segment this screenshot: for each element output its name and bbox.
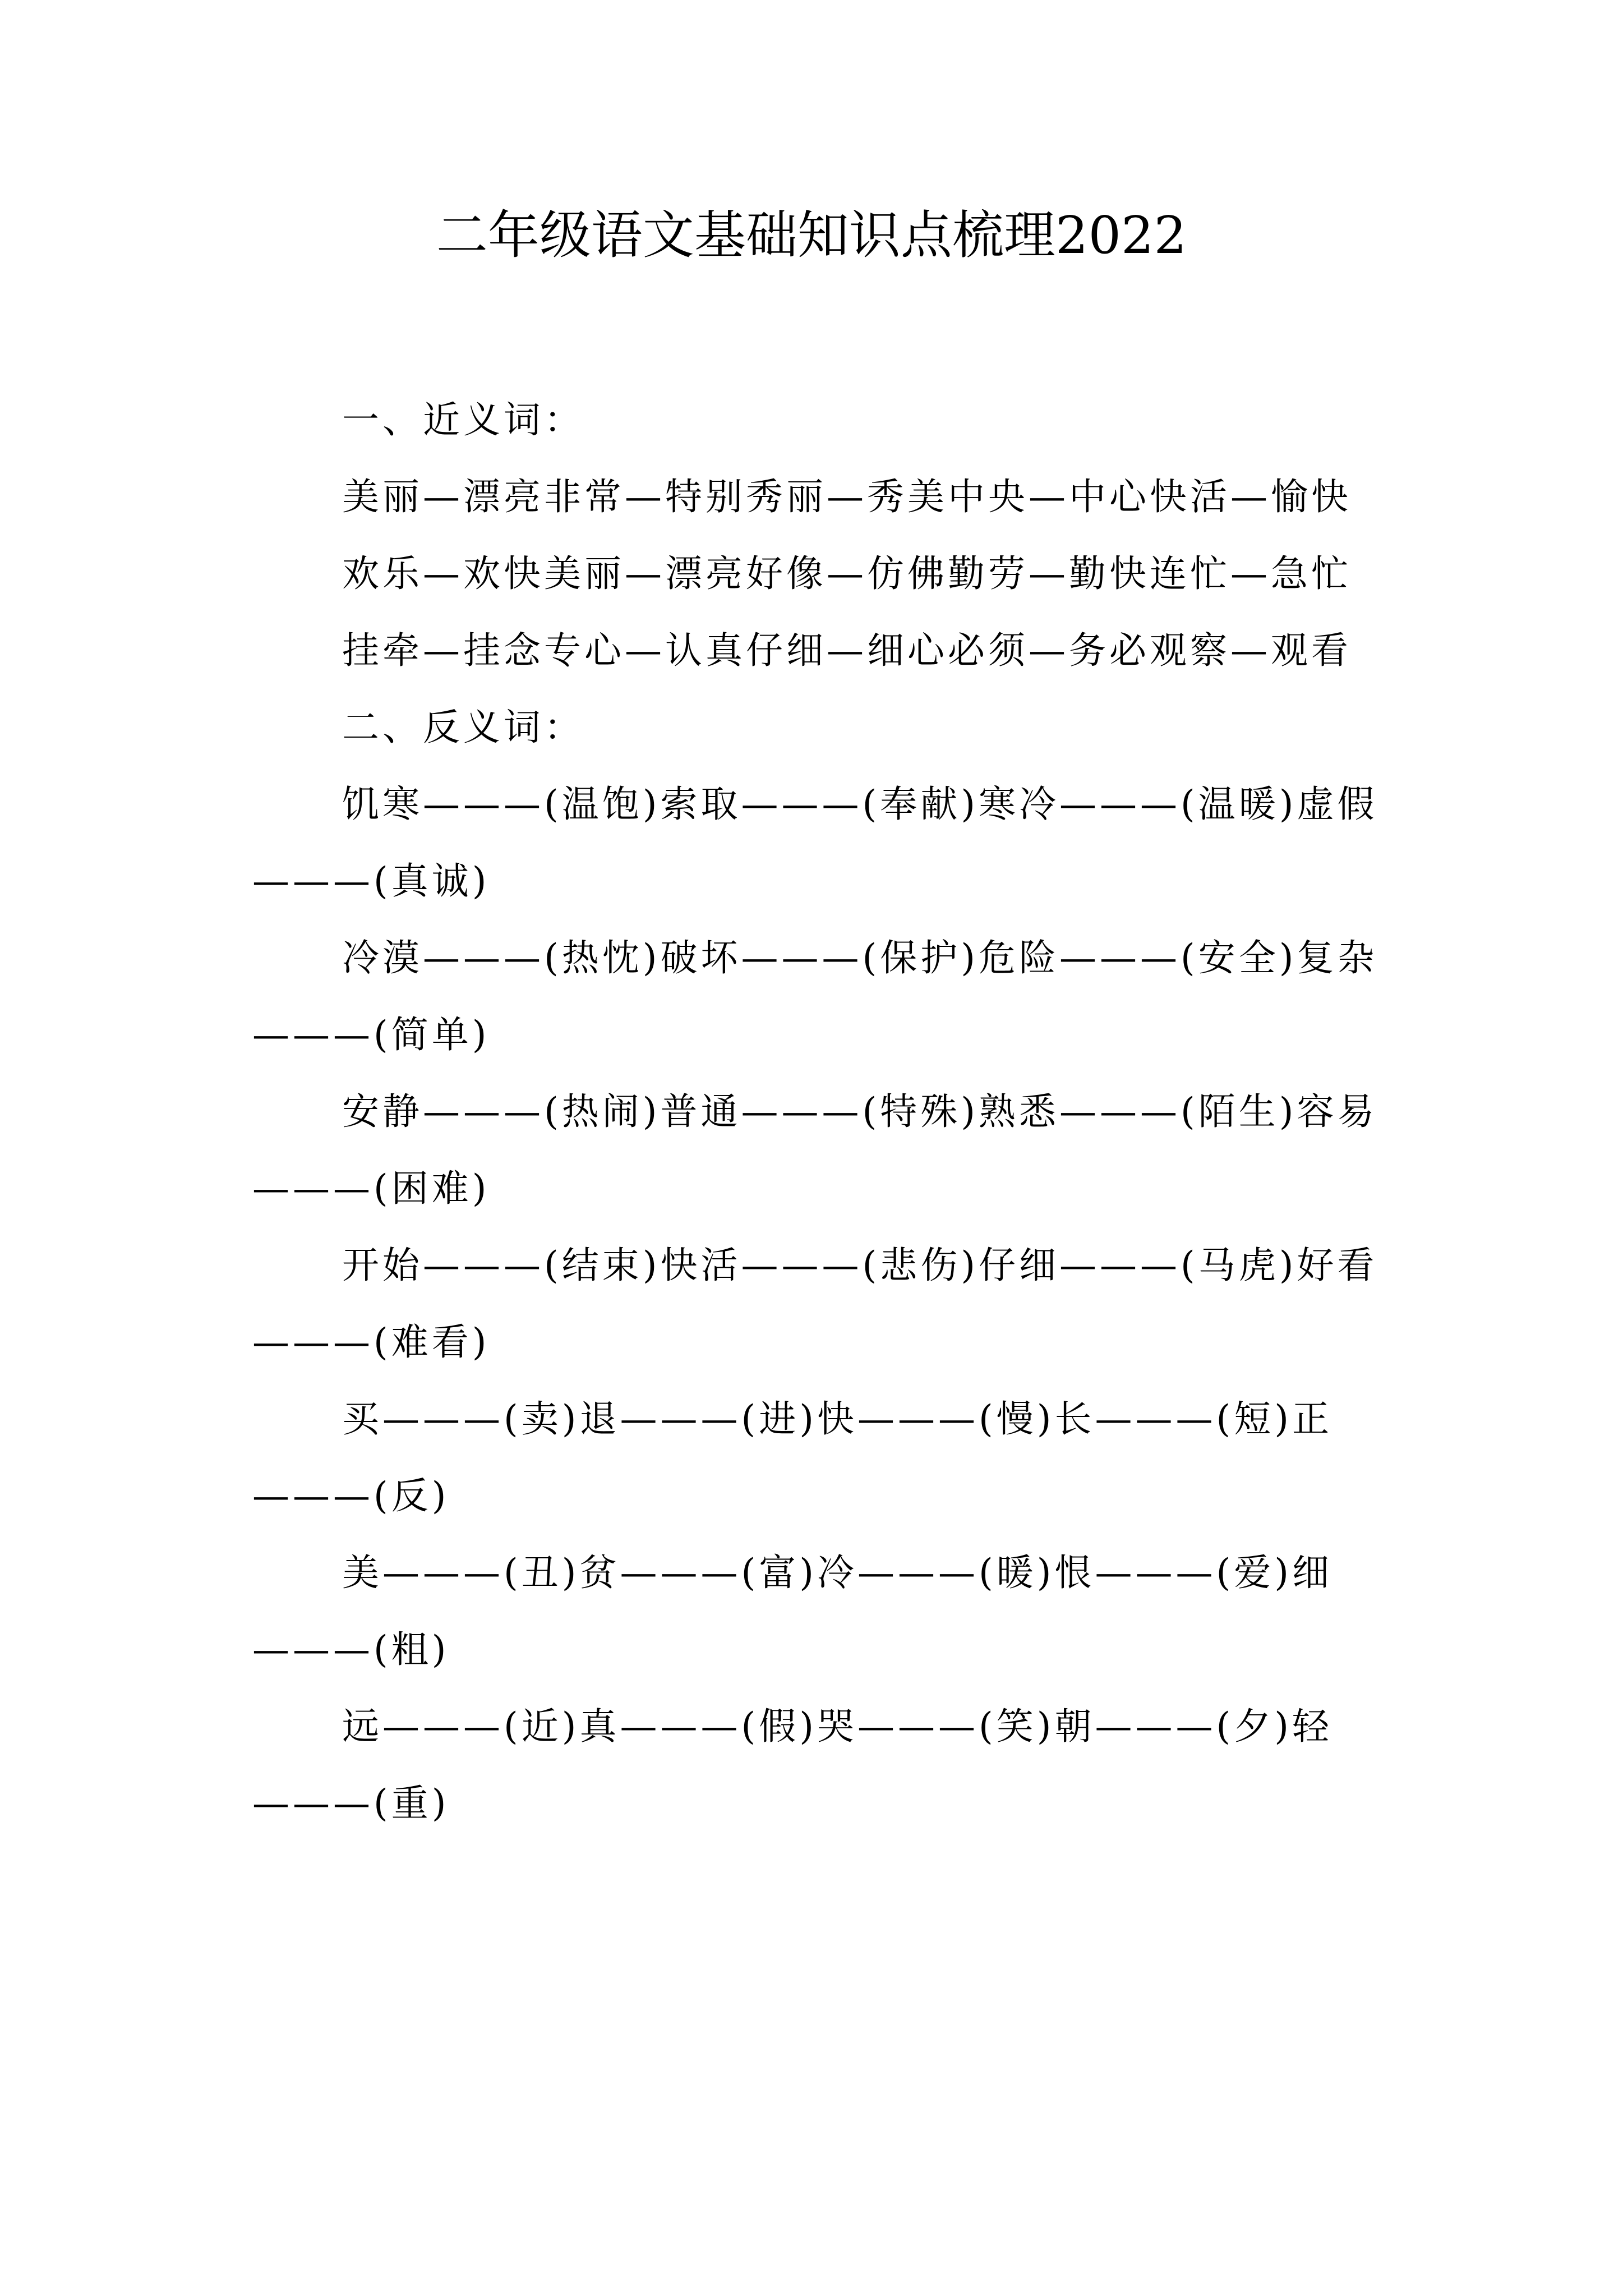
antonym-line: 冷漠———(热忱)破坏———(保护)危险———(安全)复杂———(简单) xyxy=(252,936,1378,1056)
document-body xyxy=(252,381,1380,1842)
antonym-line: 美———(丑)贫———(富)冷———(暖)恨———(爱)细———(粗) xyxy=(252,1551,1332,1671)
antonym-line: 开始———(结束)快活———(悲伤)仔细———(马虎)好看———(难看) xyxy=(252,1244,1378,1364)
synonym-line: 欢乐—欢快美丽—漂亮好像—仿佛勤劳—勤快连忙—急忙 xyxy=(342,552,1352,595)
section-heading-synonyms: 一、近义词： xyxy=(342,398,584,441)
synonym-line: 美丽—漂亮非常—特别秀丽—秀美中央—中心快活—愉快 xyxy=(342,475,1352,518)
antonym-line: 安静———(热闹)普通———(特殊)熟悉———(陌生)容易———(困难) xyxy=(252,1090,1378,1210)
antonym-line: 买———(卖)退———(进)快———(慢)长———(短)正———(反) xyxy=(252,1397,1332,1517)
section-heading-antonyms: 二、反义词： xyxy=(342,706,584,749)
synonym-line: 挂牵—挂念专心—认真仔细—细心必须—务必观察—观看 xyxy=(342,629,1352,672)
antonym-line: 远———(近)真———(假)哭———(笑)朝———(夕)轻———(重) xyxy=(252,1705,1332,1825)
antonym-line: 饥寒———(温饱)索取———(奉献)寒冷———(温暖)虚假———(真诚) xyxy=(252,783,1378,903)
document-title: 二年级语文基础知识点梳理2022 xyxy=(436,205,1187,265)
